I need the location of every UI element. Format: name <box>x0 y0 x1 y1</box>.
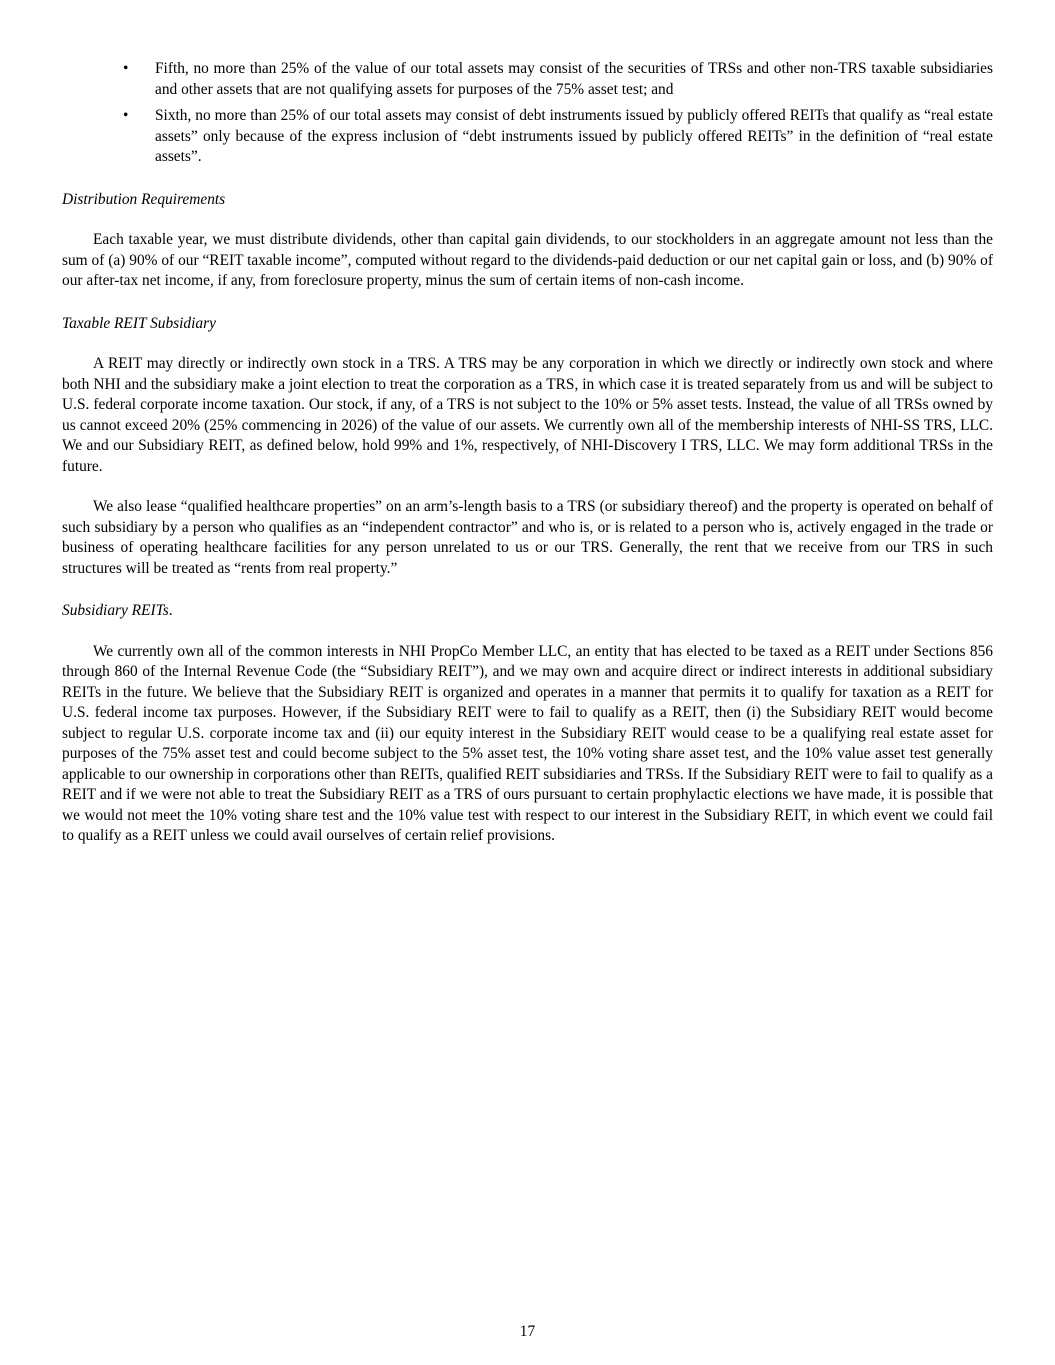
distribution-requirements-section <box>62 190 993 292</box>
bullet-item <box>62 59 993 100</box>
bullet-mark: • <box>123 60 129 77</box>
taxable-reit-subsidiary-section <box>62 314 993 580</box>
paragraph: We also lease “qualified healthcare properties” on an arm’s-length basis to a TRS (or subsidiary thereof) and the property is operated on behalf of such subsidiary by a person who qualifies as an “independent contractor” and who is, or is related to a person who is, actively engaged in the trade or business of operating healthcare facilities for any person unrelated to us or our TRS. Generally, the rent that we receive from our TRS in such structures will be treated as “rents from real property.” <box>62 498 993 577</box>
bullet-mark: • <box>123 107 129 124</box>
section-heading-text: Subsidiary REITs <box>62 602 169 619</box>
subsidiary-reits-section <box>62 601 993 847</box>
document-page <box>62 59 993 847</box>
paragraph: Each taxable year, we must distribute dividends, other than capital gain dividends, to our stockholders in an aggregate amount not less than the sum of (a) 90% of our “REIT taxable income”, computed without regard to the dividends-paid deduction or our net capital gain or loss, and (b) 90% of our after-tax net income, if any, from foreclosure property, minus the sum of certain items of non-cash income. <box>62 231 993 289</box>
section-heading: Distribution Requirements <box>62 190 226 208</box>
page-number: 17 <box>519 1323 536 1340</box>
paragraph: A REIT may directly or indirectly own stock in a TRS. A TRS may be any corporation in which we directly or indirectly own stock and where both NHI and the subsidiary make a joint election to treat the corporation as a TRS, in which case it is treated separately from us and will be subject to U.S. federal corporate income taxation. Our stock, if any, of a TRS is not subject to the 10% or 5% asset tests. Instead, the value of all TRSs owned by us cannot exceed 20% (25% commencing in 2026) of the value of our assets. We currently own all of the membership interests of NHI-SS TRS, LLC. We and our Subsidiary REIT, as defined below, hold 99% and 1%, respectively, of NHI-Discovery I TRS, LLC. We may form additional TRSs in the future. <box>62 355 993 475</box>
paragraph: We currently own all of the common interests in NHI PropCo Member LLC, an entity that has elected to be taxed as a REIT under Sections 856 through 860 of the Internal Revenue Code (the “Subsidiary REIT”), and we may own and acquire direct or indirect interests in additional subsidiary REITs in the future. We believe that the Subsidiary REIT is organized and operates in a manner that permits it to qualify for taxation as a REIT for U.S. federal income tax purposes. However, if the Subsidiary REIT were to fail to qualify as a REIT, then (i) the Subsidiary REIT would become subject to regular U.S. corporate income tax and (ii) our equity interest in the Subsidiary REIT would cease to be a qualifying real estate asset for purposes of the 75% asset test and could become subject to the 5% asset test, the 10% voting share asset test, and the 10% value asset test generally applicable to our ownership in corporations other than REITs, qualified REIT subsidiaries and TRSs. If the Subsidiary REIT were to fail to qualify as a REIT and if we were not able to treat the Subsidiary REIT as a TRS of ours pursuant to certain prophylactic elections we have made, it is possible that we would not meet the 10% voting share test and the 10% value test with respect to our interest in the Subsidiary REIT, in which event we could fail to qualify as a REIT unless we could avail ourselves of certain relief provisions. <box>62 642 993 844</box>
bullet-text: Fifth, no more than 25% of the value of our total assets may consist of the securities of TRSs and other non-TRS taxable subsidiaries and other assets that are not qualifying assets for purposes of the 75% asset test; and <box>155 60 993 98</box>
bullet-item <box>62 106 993 168</box>
asset-test-bullet-list <box>62 59 993 168</box>
section-heading <box>62 601 993 622</box>
bullet-text: Sixth, no more than 25% of our total assets may consist of debt instruments issued by publicly offered REITs that qualify as “real estate assets” only because of the express inclusion of “debt instruments issued by publicly offered REITs” in the definition of “real estate assets”. <box>155 107 993 165</box>
section-heading: Taxable REIT Subsidiary <box>62 314 216 332</box>
section-heading-period: . <box>168 602 173 619</box>
